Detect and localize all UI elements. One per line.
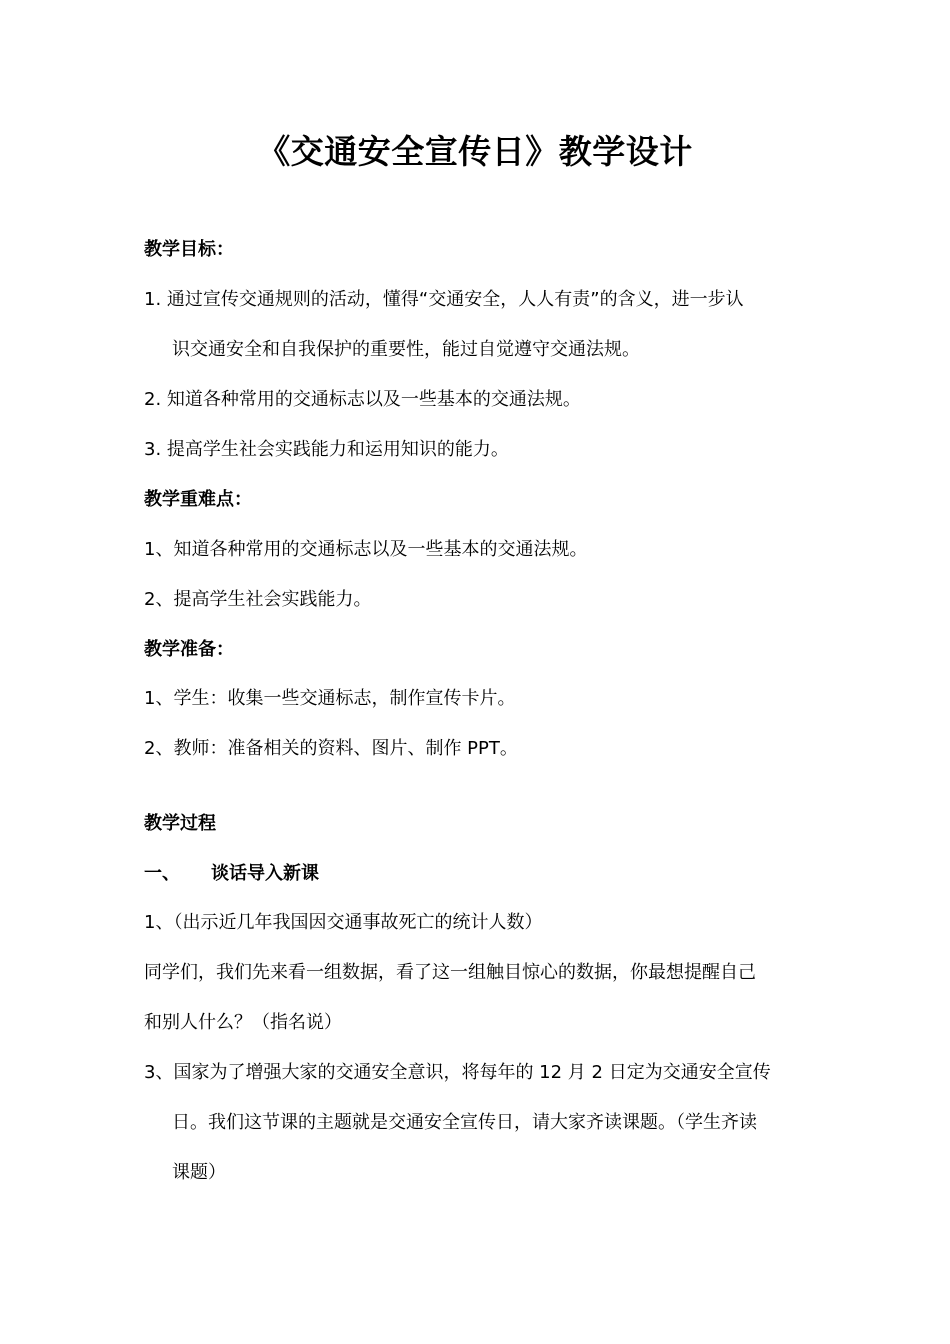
objective-item-1-continuation: 识交通安全和自我保护的重要性，能过自觉遵守交通法规。 [172,339,640,360]
key-point-item: 2、提高学生社会实践能力。 [144,589,372,610]
objective-text: 通过宣传交通规则的活动，懂得“交通安全，人人有责”的含义，进一步认 [166,289,744,310]
preparation-item: 1、学生：收集一些交通标志，制作宣传卡片。 [144,688,516,709]
objective-number: 2. [144,389,162,410]
objective-text: 提高学生社会实践能力和运用知识的能力。 [166,439,509,460]
objective-number: 1. [144,289,162,310]
preparation-item: 2、教师：准备相关的资料、图片、制作 PPT。 [144,738,518,759]
key-point-item: 1、知道各种常用的交通标志以及一些基本的交通法规。 [144,539,588,560]
objective-item-1 [144,287,810,313]
objectives-heading: 教学目标： [144,239,234,260]
section-heading [144,861,810,887]
process-paragraph-2-line-1: 同学们，我们先来看一组数据，看了这一组触目惊心的数据，你最想提醒自己 [144,962,756,983]
preparation-heading: 教学准备： [144,639,234,660]
section-title: 谈话导入新课 [211,863,319,884]
section-number: 一、 [144,863,180,884]
process-paragraph-3-line-2: 日。我们这节课的主题就是交通安全宣传日，请大家齐读课题。（学生齐读 [172,1112,757,1133]
objective-number: 3. [144,439,162,460]
document-title: 《交通安全宣传日》教学设计 [257,132,693,171]
objective-text: 知道各种常用的交通标志以及一些基本的交通法规。 [166,389,581,410]
key-points-heading: 教学重难点： [144,489,252,510]
process-heading: 教学过程 [144,813,216,834]
process-paragraph-3-line-1: 3、国家为了增强大家的交通安全意识，将每年的 12 月 2 日定为交通安全宣传 [144,1062,771,1083]
objective-item-2 [144,387,810,413]
objective-item-3 [144,437,810,463]
process-paragraph-3-line-3: 课题） [172,1162,226,1183]
process-paragraph-1: 1、（出示近几年我国因交通事故死亡的统计人数） [144,912,543,933]
process-paragraph-2-line-2: 和别人什么？（指名说） [144,1012,342,1033]
